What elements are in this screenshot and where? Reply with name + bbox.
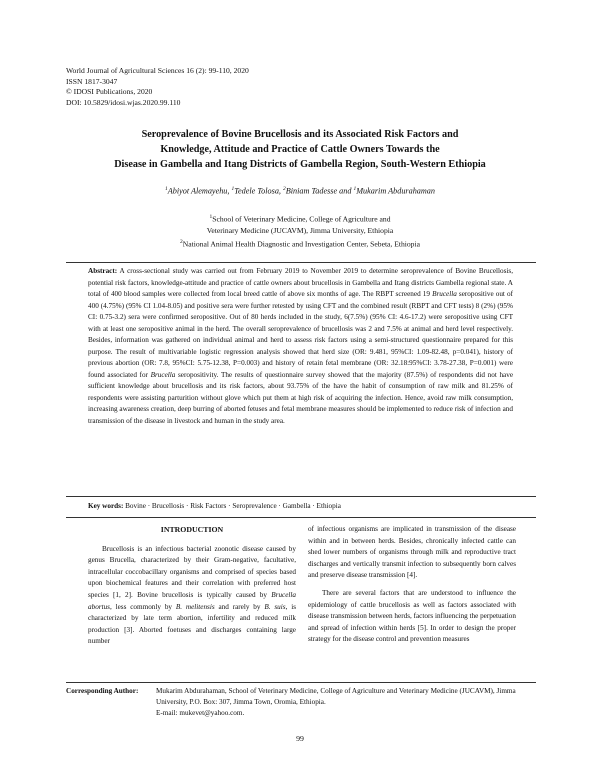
journal-doi: DOI: 10.5829/idosi.wjas.2020.99.110 [66, 98, 181, 108]
author-4: Mukarim Abdurahaman [356, 186, 435, 196]
abstract: Abstract: A cross-sectional study was carried out from February 2019 to November 2019 to determine seroprevalence of Bovine Brucellosis, potential risk factors, knowledge-attitude and practice of cattle owners about brucellosis in Gambella and Itang districts Gambella regional state. A total of 400 blood samples were collected from local breed cattle of above six months of age. The RBPT screened 19 Brucella seropositive out of 400 (4.75%) (95% CI 1.04-8.05) and positive sera were further retested by using CFT and the combined result (RBPT and CFT tests) 8 (2%) (95% CI: 0.75-3.2) sera were confirmed seropositive. Out of 80 herds included in the study, 6(7.5%) (95% CI: 4.6-17.2) were seropositive using CFT with at least one seropositive animal in the herd. The overall seroprevalence of brucellosis was 2 and 7.5% at animal and herd level respectively. Besides, information was gathered on individual animal and herd to assess risk factors using a semi-structured questionnaire prepared for this purpose. The result of multivariable logistic regression analysis showed that herd size (OR: 9.481, 95%CI: 1.09-82.48, p=0.041), history of previous abortion (OR: 7.8, 95%CI: 5.75-12.38, P=0.003) and history of retain fetal membrane (OR: 32.18:95%CI: 3.78-27.38, P=0.001) were found associated for Brucella seropositivity. The results of questionnaire survey showed that the majority (87.5%) of respondents did not have sufficient knowledge about brucellosis and its risk factors, about 93.75% of the have the habit of consumption of raw milk and 81.25% of respondents were assisting parturition without glove which put them at high risk of acquiring the infection. Hence, avoid raw milk consumption, increasing awareness creation, deep burring of aborted fetuses and fetal membrane measures should be implemented to reduce risk of infection and transmission of the disease in livestock and human in the study area. [88, 267, 514, 425]
journal-header [66, 66, 249, 109]
corresponding-email: E-mail: mukevet@yahoo.com. [156, 708, 245, 717]
intro-right-column [308, 524, 516, 652]
keywords-label: Key words: [88, 502, 124, 510]
paper-title [70, 127, 530, 172]
intro-paragraph-2: There are several factors that are understood to influence the epidemiology of cattle brucellosis as well as factors associated with disease transmission between herds, factors influencing the perpetuation and spread of infection within herds [5]. In order to design the proper strategy for the disease control and prevention measures [308, 588, 516, 644]
abstract-label: Abstract: [88, 267, 118, 275]
title-line-2: Knowledge, Attitude and Practice of Cattle Owners Towards the [160, 144, 440, 155]
affiliation-1-line-2: Veterinary Medicine (JUCAVM), Jimma University, Ethiopia [206, 226, 394, 236]
author-list: $^1$Abiyot Alemayehu, $^1$Tedele Tolosa, $^2$Biniam Tadesse and $^1$Mukarim Abdurahaman [165, 186, 435, 196]
abstract-top-rule [66, 262, 536, 263]
keywords [88, 502, 528, 510]
page-number: 99 [296, 734, 304, 743]
abstract-bottom-rule [66, 496, 536, 497]
keywords-text: Bovine · Brucellosis · Risk Factors · Seroprevalence · Gambella · Ethiopia [125, 502, 341, 510]
author-3: Biniam Tadesse and [285, 186, 352, 196]
corresponding-details: Mukarim Abdurahaman, School of Veterinary Medicine, College of Agriculture and Veterinary Medicine (JUCAVM), Jimma University, P.O. Box: 307, Jimma Town, Oromia, Ethiopia. [156, 687, 516, 706]
intro-paragraph-1: Brucellosis is an infectious bacterial zoonotic disease caused by genus Brucella, characterized by their Gram-negative, facultative, intracellular coccobacillary organisms and comprised of species based upon biochemical features and their correlation with preferred host species [1, 2]. Bovine brucellosis is typically caused by Brucella abortus, less commonly by B. melitensis and rarely by B. suis, is characterized by late term abortion, infertility and reduced milk production [3]. Aborted foetuses and discharges containing large number [88, 544, 296, 646]
journal-citation: World Journal of Agricultural Sciences 16 (2): 99-110, 2020 [66, 66, 249, 75]
journal-copyright: © IDOSI Publications, 2020 [66, 87, 153, 97]
footer-rule [66, 682, 536, 683]
title-line-3: Disease in Gambella and Itang Districts of Gambella Region, South-Western Ethiopia [114, 159, 486, 170]
affiliation-2: National Animal Health Diagnostic and Investigation Center, Sebeta, Ethiopia [182, 239, 420, 249]
intro-paragraph-1-cont: of infectious organisms are implicated in transmission of the disease within and in between herds. Besides, chronically infected cattle can shed lower numbers of organisms through milk and reproductive tract discharges and vertically transmit infection to subsequently born calves and preserve disease transmission [4]. [308, 525, 516, 580]
corresponding-label: Corresponding Author: [66, 687, 139, 695]
author-2: Tedele Tolosa, [234, 186, 281, 196]
section-heading: INTRODUCTION [160, 525, 224, 534]
affiliations: $^1$School of Veterinary Medicine, College of Agriculture and Veterinary Medicine (JUCAVM), Jimma University, Ethiopia $^2$National Animal Health Diagnostic and Investigation Center, Sebeta, Ethiopia [0, 212, 600, 250]
intro-left-column [88, 524, 296, 654]
author-1: Abiyot Alemayehu, [167, 186, 230, 196]
journal-issn: ISSN 1817-3047 [66, 76, 118, 86]
affiliation-1-line-1: School of Veterinary Medicine, College of Agriculture and [212, 214, 391, 224]
keywords-bottom-rule [66, 517, 536, 518]
title-line-1: Seroprevalence of Bovine Brucellosis and its Associated Risk Factors and [141, 129, 459, 140]
